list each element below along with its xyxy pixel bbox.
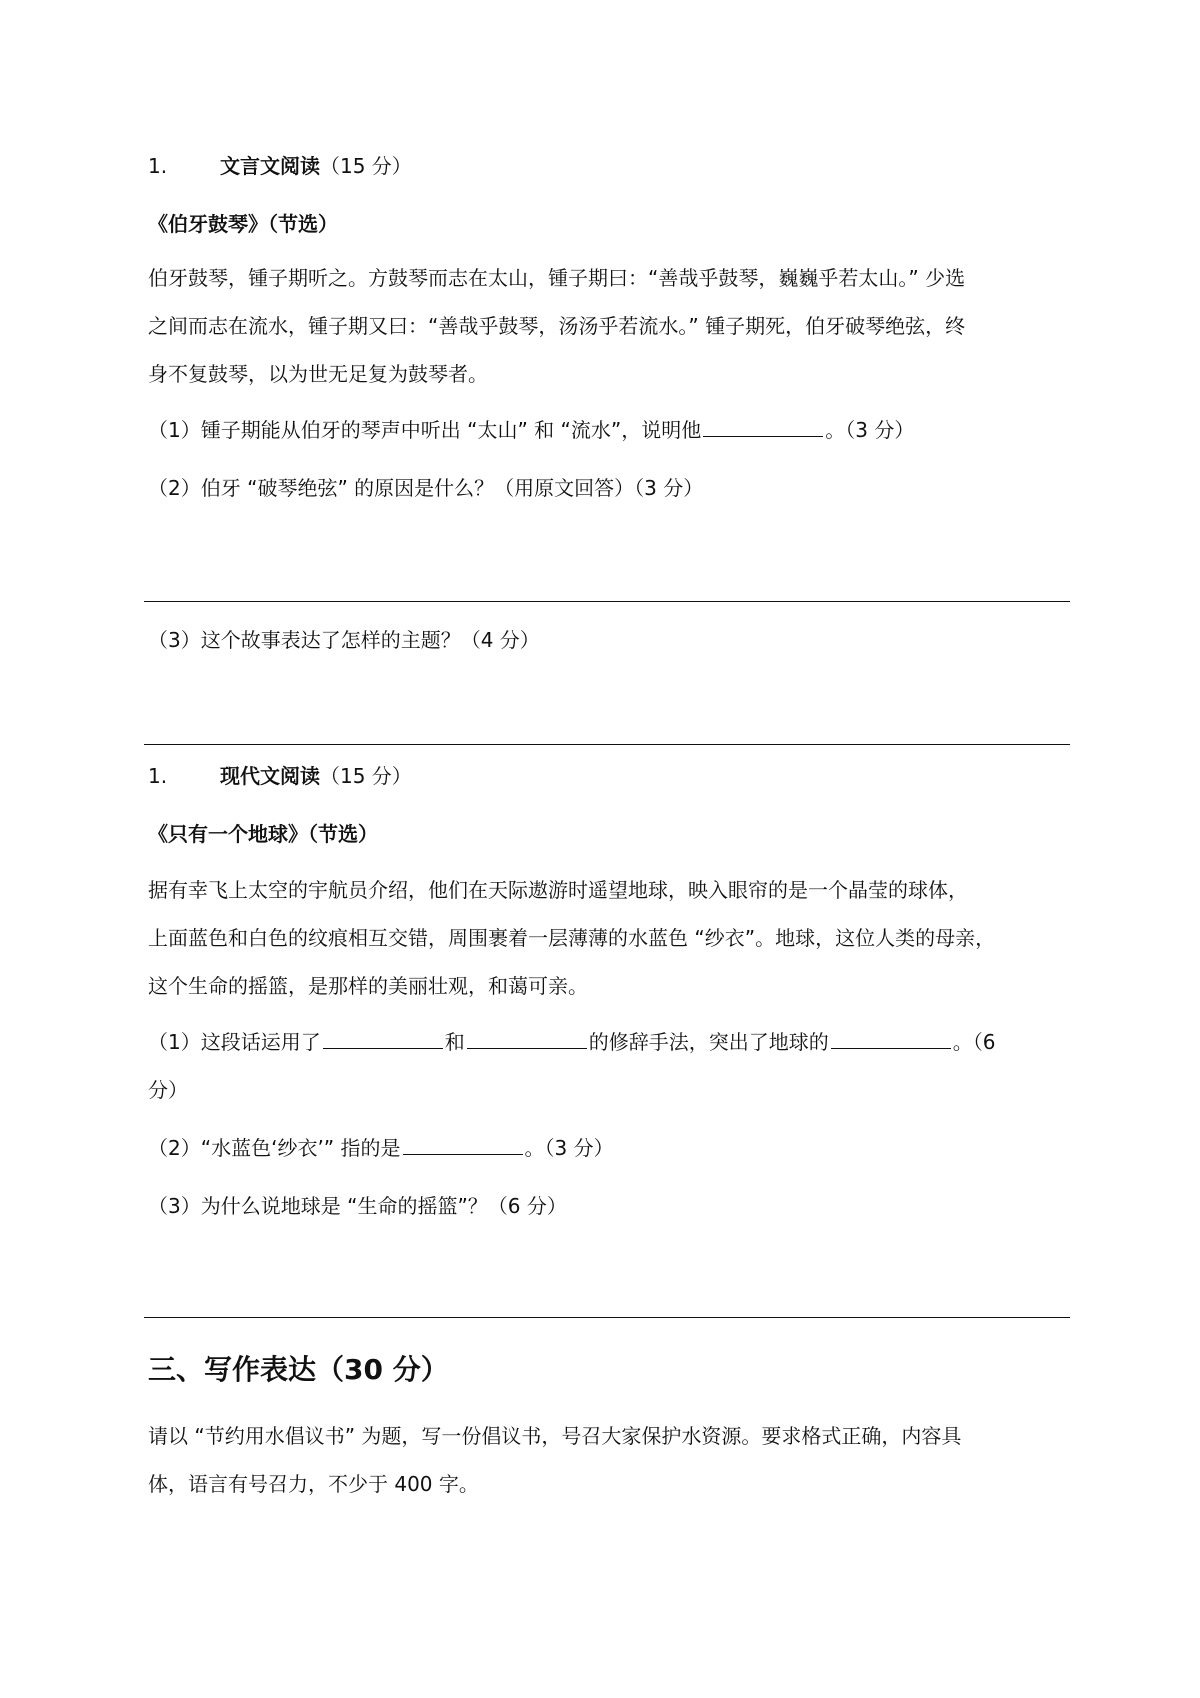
section-score: （15 分） <box>320 154 412 178</box>
section-heading-modern <box>148 752 412 800</box>
question-text: （1）锺子期能从伯牙的琴声中听出 “太山” 和 “流水”，说明他 <box>148 418 702 442</box>
section-number: 1. <box>148 764 168 788</box>
writing-prompt-line: 体，语言有号召力，不少于 400 字。 <box>148 1472 479 1496</box>
passage-line: 据有幸飞上太空的宇航员介绍，他们在天际遨游时遥望地球，映入眼帘的是一个晶莹的球体， <box>148 878 968 902</box>
answer-blank[interactable] <box>831 1026 951 1049</box>
passage-line: 这个生命的摇篮，是那样的美丽壮观，和蔼可亲。 <box>148 974 588 998</box>
question-3: （3）这个故事表达了怎样的主题？（4 分） <box>148 628 540 652</box>
question-1 <box>148 1018 1070 1066</box>
exam-page <box>148 0 1070 1698</box>
answer-blank[interactable] <box>703 414 823 437</box>
answer-blank[interactable] <box>323 1026 443 1049</box>
answer-line[interactable] <box>144 601 1070 602</box>
question-1-continued: 分） <box>148 1078 188 1102</box>
question-text: 和 <box>444 1030 465 1054</box>
section-heading-writing: 三、写作表达（30 分） <box>148 1353 449 1386</box>
question-text: 。（6 <box>952 1030 996 1054</box>
passage-line: 身不复鼓琴，以为世无足复为鼓琴者。 <box>148 362 488 386</box>
section-score: （15 分） <box>320 764 412 788</box>
writing-prompt-line: 请以 “节约用水倡议书” 为题，写一份倡议书，号召大家保护水资源。要求格式正确，内容具 <box>148 1424 962 1448</box>
section-title: 文言文阅读 <box>220 154 320 178</box>
section-number: 1. <box>148 154 168 178</box>
passage-line: 上面蓝色和白色的纹痕相互交错，周围裹着一层薄薄的水蓝色 “纱衣”。地球，这位人类的母亲， <box>148 926 996 950</box>
passage-line: 之间而志在流水，锺子期又曰：“善哉乎鼓琴，汤汤乎若流水。” 锺子期死，伯牙破琴绝弦，终 <box>148 314 966 338</box>
answer-line[interactable] <box>144 1317 1070 1318</box>
section-title: 现代文阅读 <box>220 764 320 788</box>
section-heading-classical <box>148 142 412 190</box>
question-3: （3）为什么说地球是 “生命的摇篮”？（6 分） <box>148 1194 567 1218</box>
answer-line[interactable] <box>144 744 1070 745</box>
question-1 <box>148 406 1070 454</box>
question-2: （2）伯牙 “破琴绝弦” 的原因是什么？（用原文回答）（3 分） <box>148 476 704 500</box>
question-text: 的修辞手法，突出了地球的 <box>588 1030 829 1054</box>
question-text: 。（3 分） <box>825 418 915 442</box>
passage-line: 伯牙鼓琴，锺子期听之。方鼓琴而志在太山，锺子期曰：“善哉乎鼓琴，巍巍乎若太山。” 少选 <box>148 266 966 290</box>
work-title: 《伯牙鼓琴》（节选） <box>148 212 338 236</box>
answer-blank[interactable] <box>467 1026 587 1049</box>
question-text: 。（3 分） <box>524 1136 614 1160</box>
answer-blank[interactable] <box>403 1132 523 1155</box>
work-title: 《只有一个地球》（节选） <box>148 822 378 846</box>
question-text: （2）“水蓝色‘纱衣’” 指的是 <box>148 1136 401 1160</box>
question-text: （1）这段话运用了 <box>148 1030 321 1054</box>
question-2 <box>148 1124 1070 1172</box>
